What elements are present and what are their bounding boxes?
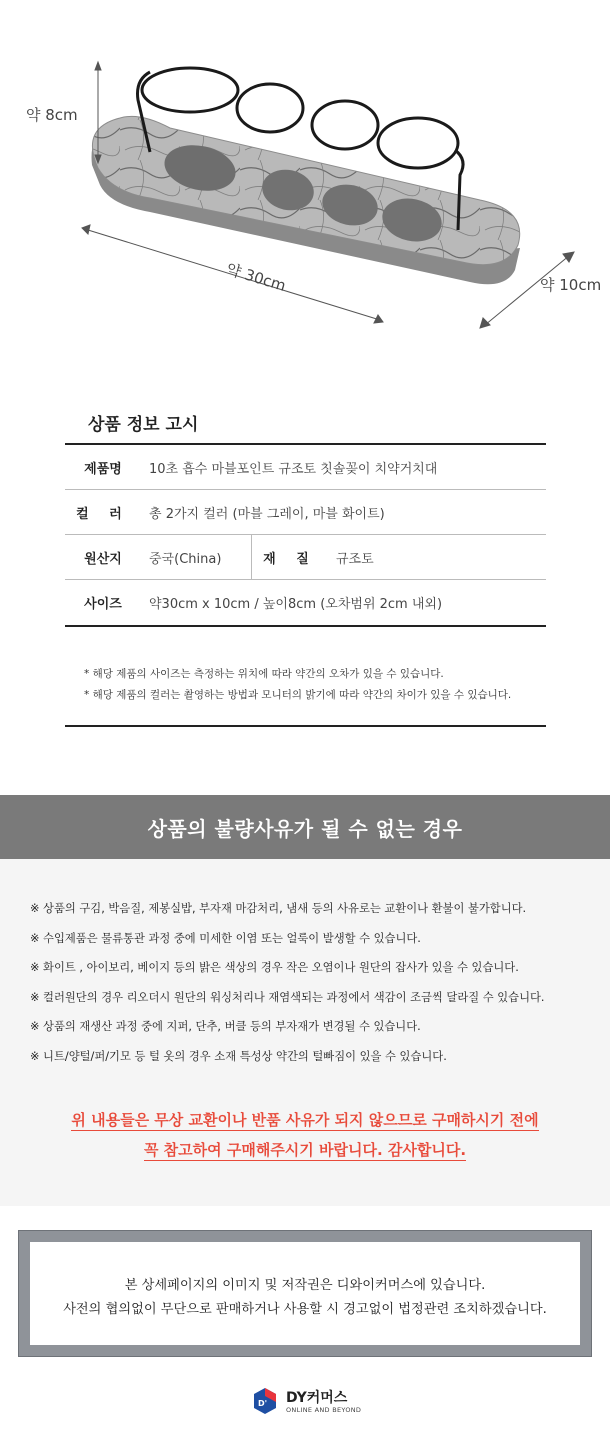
info-note: * 해당 제품의 컬러는 촬영하는 방법과 모니터의 밝기에 따라 약간의 차이가 있을 수 있습니다. bbox=[84, 689, 512, 701]
warning-line-2 bbox=[0, 1139, 610, 1160]
list-item: ※ 수입제품은 물류통관 과정 중에 미세한 이염 또는 얼룩이 발생할 수 있습니다. bbox=[30, 931, 421, 945]
info-origin-cell bbox=[65, 535, 252, 579]
list-item: ※ 상품의 재생산 과정 중에 지퍼, 단추, 버클 등의 부자재가 변경될 수 있습니다. bbox=[30, 1020, 421, 1034]
brand-name: DY커머스 bbox=[286, 1390, 348, 1406]
warning-text: 꼭 참고하여 구매해주시기 바랍니다. 감사합니다. bbox=[143, 1141, 467, 1159]
defect-banner bbox=[0, 795, 610, 859]
defect-list bbox=[30, 900, 545, 1078]
info-title: 상품 정보 고시 bbox=[88, 415, 199, 435]
dy-logo-icon bbox=[250, 1386, 280, 1416]
info-key: 재 질 bbox=[263, 551, 317, 567]
info-row-color bbox=[65, 490, 546, 535]
info-row-origin-material bbox=[65, 535, 546, 580]
width-label: 약 30cm bbox=[224, 259, 288, 296]
copyright-line-2: 사전의 협의없이 무단으로 판매하거나 사용할 시 경고없이 법정관련 조치하겠습니다. bbox=[63, 1302, 547, 1317]
info-note: * 해당 제품의 사이즈는 측정하는 위치에 따라 약간의 오차가 있을 수 있습니다. bbox=[84, 668, 444, 680]
list-item: ※ 상품의 구김, 박음질, 제봉실밥, 부자재 마감처리, 냄새 등의 사유로는 교환이나 환불이 불가합니다. bbox=[30, 902, 527, 915]
info-key: 컬 러 bbox=[76, 506, 130, 522]
list-item: ※ 화이트 , 아이보리, 베이지 등의 밝은 색상의 경우 작은 오염이나 원단의 잡사가 있을 수 있습니다. bbox=[30, 961, 519, 975]
divider bbox=[65, 725, 546, 727]
info-notes bbox=[84, 664, 511, 706]
brand-logo bbox=[250, 1386, 370, 1416]
info-key: 원산지 bbox=[84, 551, 122, 567]
list-item: ※ 니트/양털/퍼/기모 등 털 옷의 경우 소재 특성상 약간의 털빠짐이 있을 수 있습니다. bbox=[30, 1049, 447, 1063]
defect-title: 상품의 불량사유가 될 수 없는 경우 bbox=[147, 816, 463, 841]
info-key: 제품명 bbox=[84, 461, 122, 477]
info-value: 약30cm x 10cm / 높이8cm (오차범위 2cm 내외) bbox=[149, 597, 443, 612]
info-row-name bbox=[65, 445, 546, 490]
info-table bbox=[65, 443, 546, 627]
info-material-cell bbox=[252, 535, 374, 579]
brand-tagline: ONLINE AND BEYOND bbox=[286, 1406, 362, 1414]
warning-text: 위 내용들은 무상 교환이나 반품 사유가 되지 않으므로 구매하시기 전에 bbox=[71, 1111, 539, 1129]
list-item: ※ 컬러원단의 경우 리오더시 원단의 워싱처리나 재염색되는 과정에서 색감이 조금씩 달라질 수 있습니다. bbox=[30, 990, 545, 1004]
depth-label: 약 10cm bbox=[540, 276, 602, 294]
copyright-line-1: 본 상세페이지의 이미지 및 저작권은 디와이커머스에 있습니다. bbox=[124, 1278, 486, 1293]
info-value: 중국(China) bbox=[149, 551, 222, 567]
info-value: 규조토 bbox=[336, 551, 374, 567]
info-row-size bbox=[65, 580, 546, 625]
copyright-frame bbox=[18, 1230, 592, 1357]
defect-section bbox=[0, 859, 610, 1206]
toothbrush-holder-drawing bbox=[0, 0, 610, 360]
info-key: 사이즈 bbox=[84, 597, 122, 612]
info-value: 총 2가지 컬러 (마블 그레이, 마블 화이트) bbox=[149, 506, 385, 522]
product-dimension-illustration bbox=[0, 0, 610, 360]
height-label: 약 8cm bbox=[26, 106, 78, 124]
info-value: 10초 흡수 마블포인트 규조토 칫솔꽂이 치약거치대 bbox=[149, 461, 438, 477]
warning-line-1 bbox=[0, 1109, 610, 1130]
svg-text:D': D' bbox=[258, 1399, 268, 1408]
